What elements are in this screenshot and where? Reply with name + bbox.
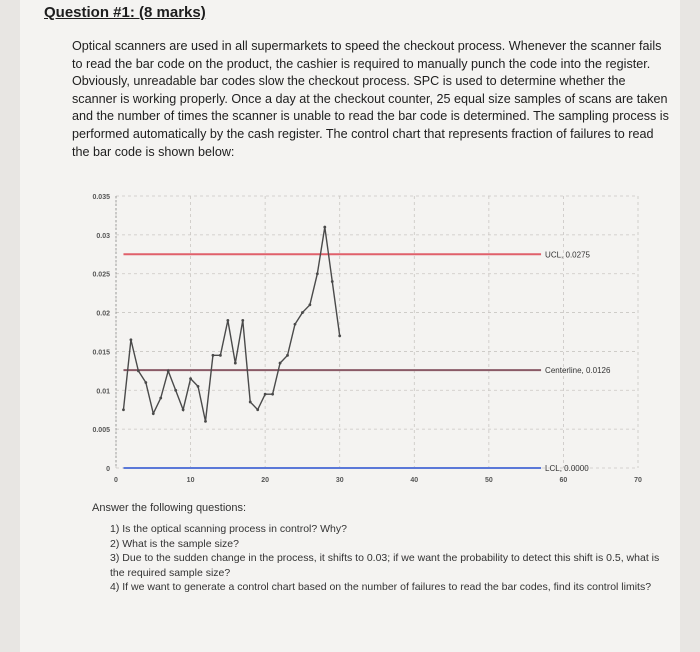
data-point	[204, 420, 207, 423]
answer-heading: Answer the following questions:	[92, 502, 247, 514]
y-tick-label: 0.005	[92, 427, 110, 435]
problem-paragraph: Optical scanners are used in all supermarkets to speed the checkout process. Whenever the scanner fails to read the bar code on the product, the cashier is required to manually punch the code into the register. Obviously, unreadable bar codes slow the checkout process. SPC is used to determine whether the scanner is working properly. Once a day at the checkout counter, 25 equal size samples of scans are taken and the number of times the scanner is unable to read the bar code is determined. The sampling process is performed automatically by the cash register. The control chart that represents fraction of failures to read the bar code is shown below:	[72, 39, 669, 159]
data-point	[152, 412, 155, 415]
data-point	[189, 377, 192, 380]
data-point	[249, 401, 252, 404]
reference-label: Centerline, 0.0126	[545, 366, 611, 376]
data-point	[286, 354, 289, 357]
question-item: 2) What is the sample size?	[110, 537, 239, 550]
x-tick-label: 0	[114, 477, 118, 484]
data-point	[137, 369, 140, 372]
data-point	[338, 334, 341, 337]
data-point	[323, 226, 326, 229]
x-tick-label: 40	[410, 477, 419, 484]
data-point	[279, 362, 282, 365]
data-point	[331, 280, 334, 283]
document-page	[20, 0, 680, 652]
data-point	[219, 354, 222, 357]
y-tick-label: 0.03	[96, 232, 110, 240]
data-point	[174, 389, 177, 392]
y-tick-label: 0.015	[92, 349, 110, 357]
y-tick-label: 0	[106, 466, 110, 473]
data-point	[159, 397, 162, 400]
data-point	[294, 323, 297, 326]
y-tick-label: 0.035	[92, 194, 110, 201]
control-chart	[78, 186, 658, 496]
question-item: 3) Due to the sudden change in the process, it shifts to 0.03; if we want the probability to detect this shift is 0.5, what is the required sample size?	[110, 552, 660, 579]
data-point	[241, 319, 244, 322]
question-title: Question #1: (8 marks)	[44, 4, 206, 21]
x-tick-label: 20	[261, 477, 270, 484]
reference-label: LCL, 0.0000	[545, 464, 589, 473]
data-point	[212, 354, 215, 357]
x-tick-label: 30	[335, 477, 344, 484]
y-tick-label: 0.02	[96, 310, 110, 318]
data-point	[182, 408, 185, 411]
x-tick-label: 10	[186, 477, 195, 484]
x-tick-label: 70	[634, 477, 642, 484]
y-tick-label: 0.025	[92, 271, 110, 279]
question-item: 4) If we want to generate a control chart based on the number of failures to read the bar codes, find its control limits?	[110, 581, 652, 593]
data-point	[271, 393, 274, 396]
question-list	[92, 522, 666, 595]
data-line	[123, 227, 339, 421]
data-point	[130, 338, 133, 341]
data-point	[301, 311, 304, 314]
x-tick-label: 60	[559, 477, 568, 484]
data-point	[122, 408, 125, 411]
data-point	[144, 381, 147, 384]
data-point	[226, 319, 229, 322]
data-point	[264, 393, 267, 396]
data-point	[316, 272, 319, 275]
reference-label: UCL, 0.0275	[545, 250, 590, 260]
data-point	[234, 362, 237, 365]
data-point	[308, 303, 311, 306]
data-point	[197, 385, 200, 388]
y-tick-label: 0.01	[96, 388, 110, 396]
data-point	[256, 408, 259, 411]
data-point	[167, 369, 170, 372]
question-item: 1) Is the optical scanning process in control? Why?	[110, 523, 347, 535]
x-tick-label: 50	[484, 477, 493, 484]
